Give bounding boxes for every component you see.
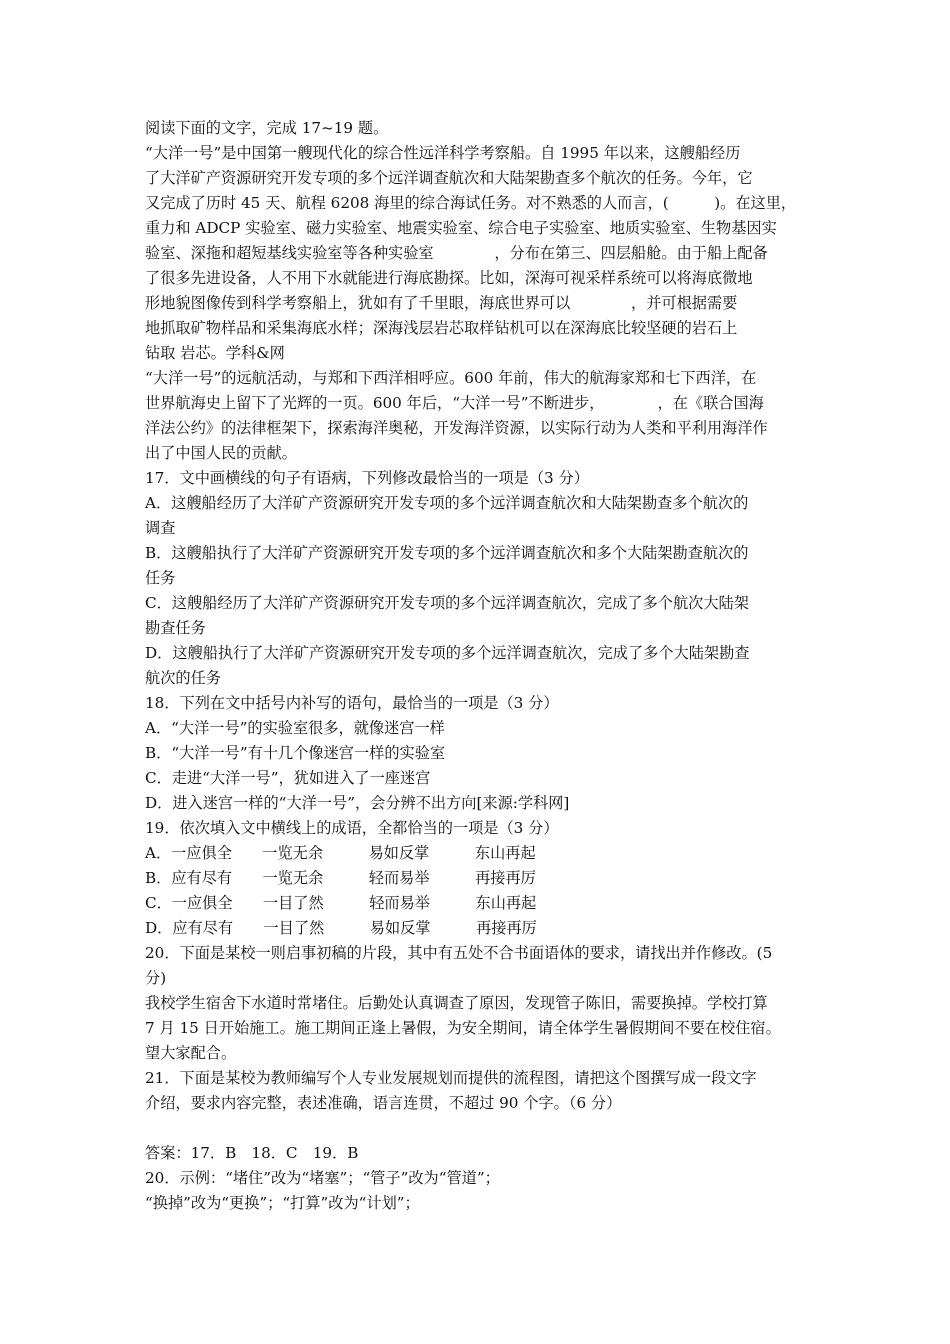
passage-line: 洋法公约》的法律框架下，探索海洋奥秘，开发海洋资源，以实际行动为人类和平利用海洋作 bbox=[145, 419, 768, 437]
spacer bbox=[145, 1116, 817, 1141]
notice-text: 7 月 15 日开始施工。施工期间正逢上暑假，为安全期间，请全体学生暑假期间不要在校住宿。 bbox=[145, 1019, 781, 1037]
passage-line: 了很多先进设备，人不用下水就能进行海底勘探。比如，深海可视采样系统可以将海底微地 bbox=[145, 269, 753, 287]
option-d: D．这艘船执行了大洋矿产资源研究开发专项的多个远洋调查航次，完成了多个大陆架勘查 bbox=[145, 644, 750, 662]
option-a: A．这艘船经历了大洋矿产资源研究开发专项的多个远洋调查航次和大陆架勘查多个航次的 bbox=[145, 494, 749, 512]
answer-line: “换掉”改为“更换”；“打算”改为“计划”； bbox=[145, 1194, 420, 1212]
question-stem-cont: 介绍，要求内容完整，表述准确，语言连贯，不超过 90 个字。（6 分） bbox=[145, 1094, 622, 1112]
answer-key bbox=[145, 1141, 817, 1216]
option-b: B．“大洋一号”有十几个像迷宫一样的实验室 bbox=[145, 744, 446, 762]
reading-intro: 阅读下面的文字，完成 17~19 题。 bbox=[145, 119, 389, 137]
question-stem: 20．下面是某校一则启事初稿的片段，其中有五处不合书面语体的要求，请找出并作修改。(5 bbox=[145, 944, 773, 962]
question-stem: 18．下列在文中括号内补写的语句，最恰当的一项是（3 分） bbox=[145, 694, 559, 712]
option-b-cont: 任务 bbox=[145, 569, 176, 587]
question-19 bbox=[145, 816, 817, 941]
answer-line: 答案：17．B 18．C 19．B bbox=[145, 1144, 359, 1162]
question-18 bbox=[145, 691, 817, 816]
question-stem: 19．依次填入文中横线上的成语，全都恰当的一项是（3 分） bbox=[145, 819, 559, 837]
answer-line: 20．示例：“堵住”改为“堵塞”；“管子”改为“管道”； bbox=[145, 1169, 500, 1187]
question-stem: 17．文中画横线的句子有语病，下列修改最恰当的一项是（3 分） bbox=[145, 469, 589, 487]
option-a: A．“大洋一号”的实验室很多，就像迷宫一样 bbox=[145, 719, 445, 737]
passage-line: 地抓取矿物样品和采集海底水样；深海浅层岩芯取样钻机可以在深海底比较坚硬的岩石上 bbox=[145, 319, 738, 337]
option-c: C．走进“大洋一号”，犹如进入了一座迷宫 bbox=[145, 769, 431, 787]
option-c-cont: 勘查任务 bbox=[145, 619, 206, 637]
question-stem-cont: 分) bbox=[145, 969, 167, 987]
option-d: D．应有尽有 一目了然 易如反掌 再接再厉 bbox=[145, 919, 537, 937]
passage-line: “大洋一号”是中国第一艘现代化的综合性远洋科学考察船。自 1995 年以来，这艘船经历 bbox=[145, 144, 741, 162]
option-b: B．应有尽有 一览无余 轻而易举 再接再厉 bbox=[145, 869, 536, 887]
option-c: C．这艘船经历了大洋矿产资源研究开发专项的多个远洋调查航次，完成了多个航次大陆架 bbox=[145, 594, 749, 612]
option-b: B．这艘船执行了大洋矿产资源研究开发专项的多个远洋调查航次和多个大陆架勘查航次的 bbox=[145, 544, 749, 562]
passage-line: 了大洋矿产资源研究开发专项的多个远洋调查航次和大陆架勘查多个航次的任务。今年，它 bbox=[145, 169, 753, 187]
question-17 bbox=[145, 466, 817, 691]
passage-line: “大洋一号”的远航活动，与郑和下西洋相呼应。600 年前，伟大的航海家郑和七下西洋，在 bbox=[145, 369, 757, 387]
passage-paragraph-1 bbox=[145, 141, 817, 366]
question-20 bbox=[145, 941, 817, 1066]
option-c: C．一应俱全 一目了然 轻而易举 东山再起 bbox=[145, 894, 537, 912]
passage-paragraph-2 bbox=[145, 366, 817, 466]
option-d: D．进入迷宫一样的“大洋一号”，会分辨不出方向[来源:学科网] bbox=[145, 794, 570, 812]
passage-line: 世界航海史上留下了光辉的一页。600 年后，“大洋一号”不断进步， ，在《联合国海 bbox=[145, 394, 764, 412]
question-stem: 21．下面是某校为教师编写个人专业发展规划而提供的流程图，请把这个图撰写成一段文字 bbox=[145, 1069, 757, 1087]
passage-line: 钻取 岩芯。学科&网 bbox=[145, 344, 285, 362]
passage-line: 重力和 ADCP 实验室、磁力实验室、地震实验室、综合电子实验室、地质实验室、生物基因实 bbox=[145, 219, 777, 237]
notice-text: 我校学生宿舍下水道时常堵住。后勤处认真调查了原因，发现管子陈旧，需要换掉。学校打算 bbox=[145, 994, 768, 1012]
option-a: A．一应俱全 一览无余 易如反掌 东山再起 bbox=[145, 844, 536, 862]
option-a-cont: 调查 bbox=[145, 519, 176, 537]
question-21 bbox=[145, 1066, 817, 1116]
notice-text: 望大家配合。 bbox=[145, 1044, 237, 1062]
passage-line: 验室、深拖和超短基线实验室等各种实验室 ，分布在第三、四层船舱。由于船上配备 bbox=[145, 244, 768, 262]
passage-line: 又完成了历时 45 天、航程 6208 海里的综合海试任务。对不熟悉的人而言，( )。在这里， bbox=[145, 194, 797, 212]
passage-line: 出了中国人民的贡献。 bbox=[145, 444, 297, 462]
passage-line: 形地貌图像传到科学考察船上，犹如有了千里眼，海底世界可以 ，并可根据需要 bbox=[145, 294, 738, 312]
option-d-cont: 航次的任务 bbox=[145, 669, 221, 687]
document-page bbox=[145, 116, 817, 1216]
